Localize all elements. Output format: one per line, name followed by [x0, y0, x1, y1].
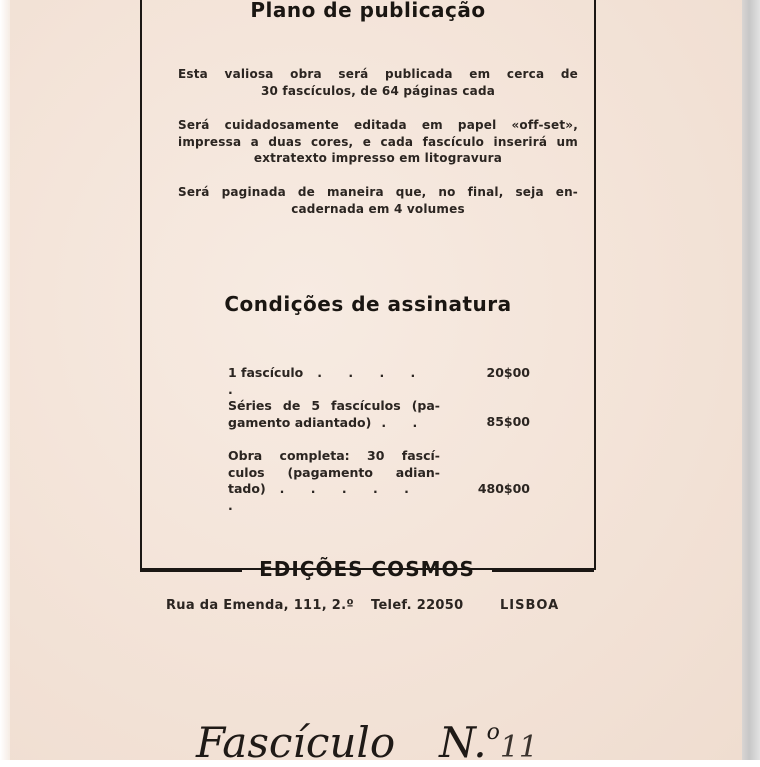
publisher-name: EDIÇÕES COSMOS [259, 557, 475, 581]
price-label-line: culos (pagamento adian- [228, 464, 440, 480]
price-row-series [228, 398, 530, 432]
plano-paragraph-1 [178, 66, 578, 99]
publisher-banner [0, 557, 760, 585]
price-value: 480$00 [477, 481, 530, 496]
paragraph-line: extratexto impresso em litogravura [253, 151, 503, 165]
price-label [228, 448, 440, 514]
plano-paragraph-3 [178, 184, 578, 217]
price-value: 85$00 [486, 414, 530, 429]
fasciculo-label: Fascículo [196, 718, 396, 767]
numero-ordinal: o [486, 720, 500, 745]
plano-publicacao-title: Plano de publicação [250, 0, 486, 22]
price-label-line [228, 415, 440, 432]
paragraph-line: impressa a duas cores, e cada fascículo inserirá um [178, 134, 578, 149]
leader-dots: . . [381, 414, 429, 430]
price-label [228, 365, 440, 398]
price-value: 20$00 [486, 365, 530, 380]
price-label-line [228, 481, 440, 514]
condicoes-assinatura-title: Condições de assinatura [224, 292, 512, 316]
scan-border-right [742, 0, 760, 760]
publisher-city: LISBOA [500, 598, 560, 613]
numero-abbrev: N. [439, 718, 487, 767]
publisher-phone: Telef. 22050 [371, 598, 464, 613]
price-label-line: Obra completa: 30 fascí- [228, 448, 440, 463]
divider [140, 570, 242, 572]
publisher-address: Rua da Emenda, 111, 2.º [166, 598, 355, 613]
paragraph-line: 30 fascículos, de 64 páginas cada [260, 83, 496, 98]
price-label-text: 1 fascículo [228, 365, 304, 380]
paragraph-line: cadernada em 4 volumes [291, 201, 465, 216]
fasciculo-number-value: 11 [499, 730, 538, 765]
paragraph-line: Será paginada de maneira que, no final, seja en- [178, 185, 578, 199]
paragraph-line: Será cuidadosamente editada em papel «off-set», [178, 118, 578, 132]
price-label [228, 398, 440, 431]
price-label-line [228, 365, 440, 398]
price-row-single [228, 365, 530, 397]
leader-dots: . . . . . [228, 365, 427, 397]
price-label-line: Séries de 5 fascículos (pa- [228, 398, 440, 413]
booklet-back-cover [10, 0, 744, 760]
leader-dots: . . . . . . [228, 481, 420, 513]
divider [492, 570, 594, 572]
price-row-complete [228, 448, 530, 513]
paragraph-line: Esta valiosa obra será publicada em cerca de [178, 67, 578, 81]
plano-paragraph-2 [178, 117, 578, 167]
price-label-text: gamento adiantado) [228, 414, 372, 430]
price-label-text: tado) [228, 481, 266, 496]
